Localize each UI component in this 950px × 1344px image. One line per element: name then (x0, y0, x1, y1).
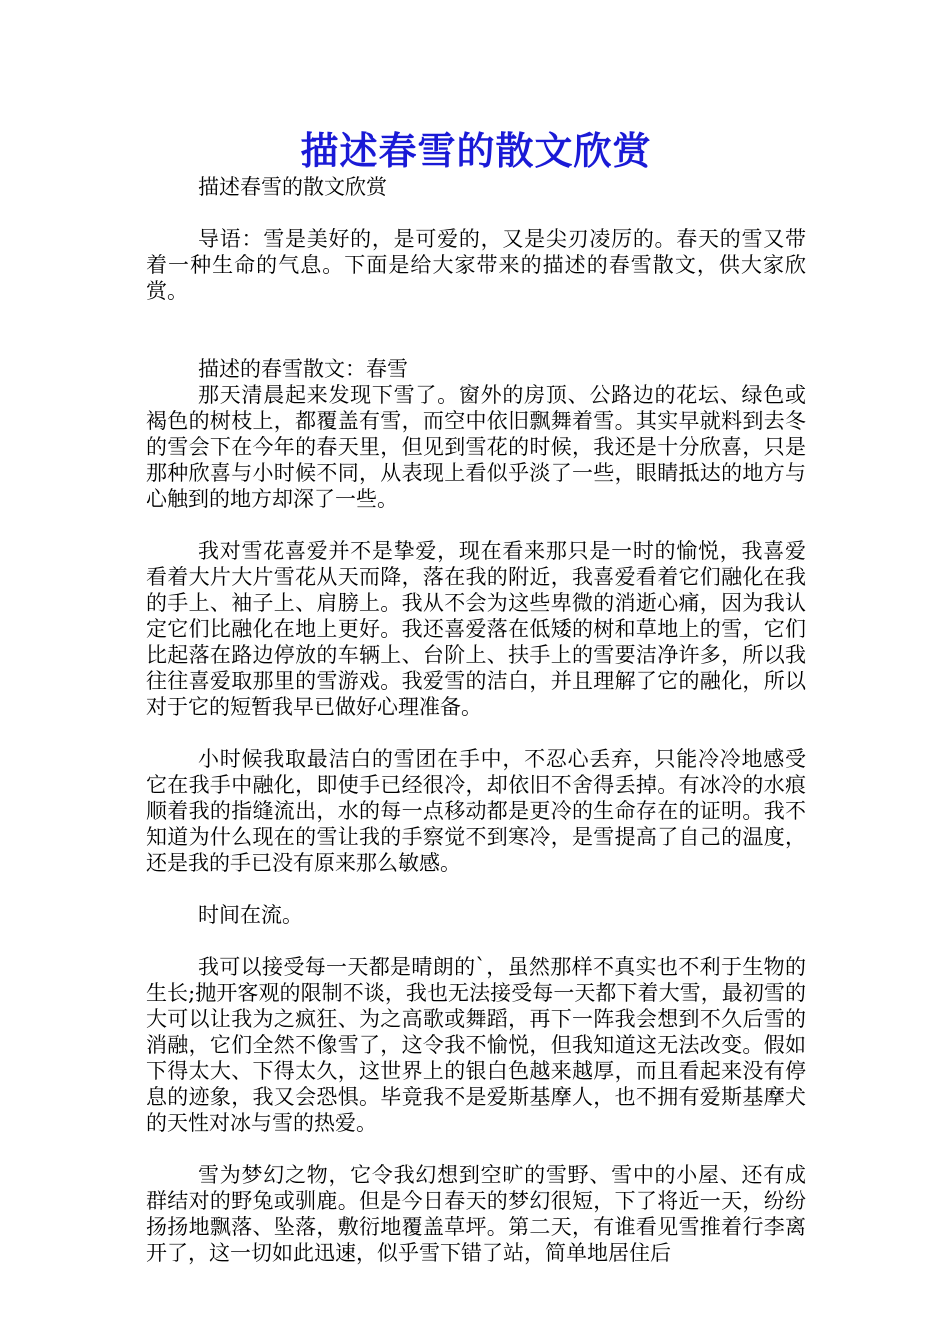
spacer (146, 876, 806, 902)
spacer (146, 304, 806, 356)
body-paragraph-4: 时间在流。 (198, 903, 303, 927)
spacer (146, 1136, 806, 1162)
body-paragraph-5: 我可以接受每一天都是晴朗的`，虽然那样不真实也不利于生物的生长;抛开客观的限制不谈，我也无法接受每一天都下着大雪，最初雪的大可以让我为之疯狂、为之高歌或舞蹈，再下一阵我会想到不久后雪的消融，它们全然不像雪了，这令我不愉悦，但我知道这无法改变。假如下得太大、下得太久，这世界上的银白色越来越厚，而且看起来没有停息的迹象，我又会恐惧。毕竟我不是爱斯基摩人，也不拥有爱斯基摩犬的天性对冰与雪的热爱。 (146, 955, 806, 1135)
body-paragraph-1: 那天清晨起来发现下雪了。窗外的房顶、公路边的花坛、绿色或褐色的树枝上，都覆盖有雪，而空中依旧飘舞着雪。其实早就料到去冬的雪会下在今年的春天里，但见到雪花的时候，我还是十分欣喜，只是那种欣喜与小时候不同，从表现上看似乎淡了一些，眼睛抵达的地方与心触到的地方却深了一些。 (146, 383, 806, 511)
spacer (146, 720, 806, 746)
spacer (146, 200, 806, 226)
body-paragraph-2: 我对雪花喜爱并不是挚爱，现在看来那只是一时的愉悦，我喜爱看着大片大片雪花从天而降，落在我的附近，我喜爱看着它们融化在我的手上、袖子上、肩膀上。我从不会为这些卑微的消逝心痛，因为我认定它们比融化在地上更好。我还喜爱落在低矮的树和草地上的雪，它们比起落在路边停放的车辆上、台阶上、扶手上的雪要洁净许多，所以我往往喜爱取那里的雪游戏。我爱雪的洁白，并且理解了它的融化，所以对于它的短暂我早已做好心理准备。 (146, 539, 806, 719)
body-paragraph-3: 小时候我取最洁白的雪团在手中，不忍心丢弃，只能冷冷地感受它在我手中融化，即使手已经很冷，却依旧不舍得丢掉。有冰冷的水痕顺着我的指缝流出，水的每一点移动都是更冷的生命存在的证明。我不知道为什么现在的雪让我的手察觉不到寒冷，是雪提高了自己的温度，还是我的手已没有原来那么敏感。 (146, 747, 806, 875)
spacer (146, 928, 806, 954)
intro-paragraph: 导语：雪是美好的，是可爱的，又是尖刃凌厉的。春天的雪又带着一种生命的气息。下面是给大家带来的描述的春雪散文，供大家欣赏。 (146, 227, 806, 303)
document-page (146, 122, 806, 1266)
spacer (146, 512, 806, 538)
document-subtitle: 描述春雪的散文欣赏 (198, 175, 387, 199)
document-title: 描述春雪的散文欣赏 (300, 128, 652, 173)
section-heading: 描述的春雪散文：春雪 (198, 357, 408, 381)
body-paragraph-6: 雪为梦幻之物，它令我幻想到空旷的雪野、雪中的小屋、还有成群结对的野兔或驯鹿。但是今日春天的梦幻很短，下了将近一天，纷纷扬扬地飘落、坠落，敷衍地覆盖草坪。第二天，有谁看见雪推着行李离开了，这一切如此迅速，似乎雪下错了站，简单地居住后 (146, 1163, 806, 1265)
